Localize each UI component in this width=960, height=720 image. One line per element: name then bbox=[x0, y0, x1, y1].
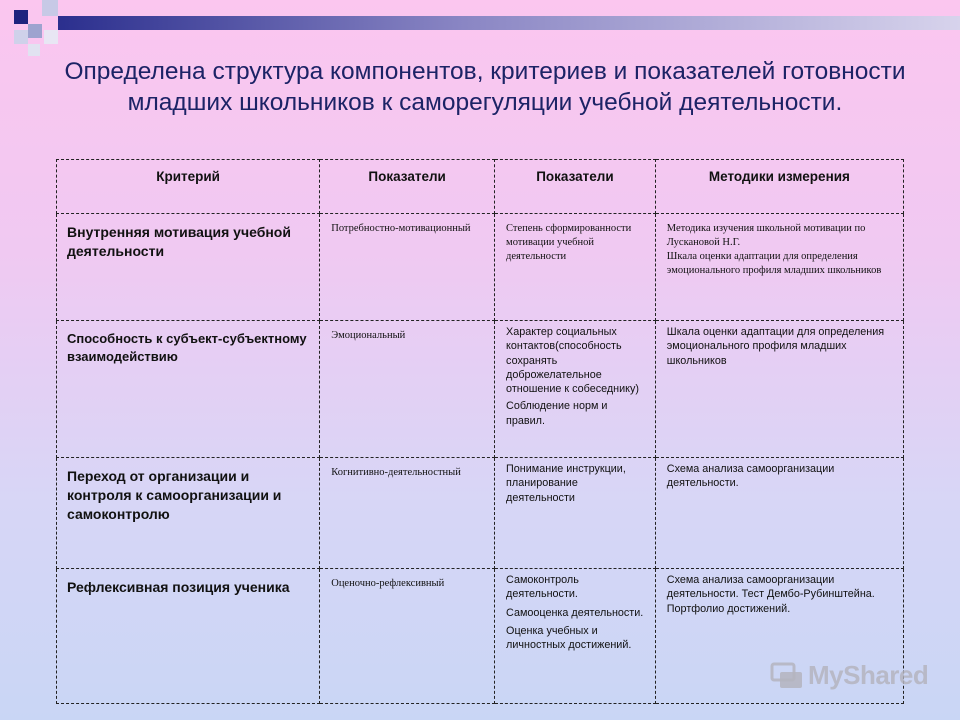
decorative-square bbox=[28, 44, 40, 56]
decorative-square bbox=[14, 30, 28, 44]
table-row bbox=[57, 321, 904, 458]
table-row bbox=[57, 214, 904, 321]
column-header: Критерий bbox=[57, 160, 320, 214]
column-header: Показатели bbox=[495, 160, 656, 214]
method-text: Схема анализа самоорганизации деятельности. bbox=[666, 463, 835, 490]
indicator2-cell bbox=[495, 458, 656, 569]
myshared-logo-icon bbox=[770, 658, 804, 692]
indicator2-text: Самоконтроль деятельности. bbox=[506, 574, 579, 601]
indicator2-text: Соблюдение норм и правил. bbox=[506, 400, 608, 427]
column-header: Методики измерения bbox=[655, 160, 903, 214]
methods-cell bbox=[655, 458, 903, 569]
indicator-cell: Когнитивно-деятельностный bbox=[320, 458, 495, 569]
indicator2-text: Степень сформированности мотивации учебной деятельности bbox=[506, 223, 632, 262]
column-header: Показатели bbox=[320, 160, 495, 214]
decorative-square bbox=[28, 24, 42, 38]
decorative-square bbox=[42, 0, 58, 16]
methods-cell bbox=[655, 321, 903, 458]
indicator-cell: Эмоциональный bbox=[320, 321, 495, 458]
indicator2-text: Понимание инструкции, планирование деятельности bbox=[506, 463, 626, 504]
criterion-cell: Внутренняя мотивация учебной деятельности bbox=[57, 214, 320, 321]
decorative-top-bar bbox=[58, 16, 960, 30]
criterion-cell: Рефлексивная позиция ученика bbox=[57, 569, 320, 704]
slide-title: Определена структура компонентов, критериев и показателей готовности младших школьников к саморегуляции учебной деятельности. bbox=[64, 58, 906, 116]
table-row bbox=[57, 458, 904, 569]
indicator2-cell bbox=[495, 214, 656, 321]
indicator2-cell bbox=[495, 569, 656, 704]
method-text: Схема анализа самоорганизации деятельности. Тест Дембо-Рубинштейна. Портфолио достижений. bbox=[666, 574, 875, 615]
method-text: Шкала оценки адаптации для определения эмоционального профиля младших школьников bbox=[666, 251, 882, 276]
watermark-text: MyShared bbox=[808, 659, 929, 690]
criterion-cell: Способность к субъект-субъектному взаимодействию bbox=[57, 321, 320, 458]
myshared-watermark bbox=[770, 655, 928, 695]
indicator2-text: Оценка учебных и личностных достижений. bbox=[506, 624, 632, 652]
indicator2-cell bbox=[495, 321, 656, 458]
indicator2-text: Характер социальных контактов(способность сохранять доброжелательное отношение к собеседнику) bbox=[506, 326, 640, 396]
indicator-cell: Оценочно-рефлексивный bbox=[320, 569, 495, 704]
decorative-square bbox=[44, 30, 58, 44]
decorative-square bbox=[14, 10, 28, 24]
criteria-table bbox=[56, 159, 904, 704]
method-text: Методика изучения школьной мотивации по Лускановой Н.Г. bbox=[666, 223, 866, 248]
indicator2-text: Самооценка деятельности. bbox=[506, 606, 644, 619]
indicator-cell: Потребностно-мотивационный bbox=[320, 214, 495, 321]
methods-cell bbox=[655, 214, 903, 321]
method-text: Шкала оценки адаптации для определения эмоционального профиля младших школьников bbox=[666, 326, 885, 367]
criterion-cell: Переход от организации и контроля к самоорганизации и самоконтролю bbox=[57, 458, 320, 569]
table-header-row bbox=[57, 160, 904, 214]
